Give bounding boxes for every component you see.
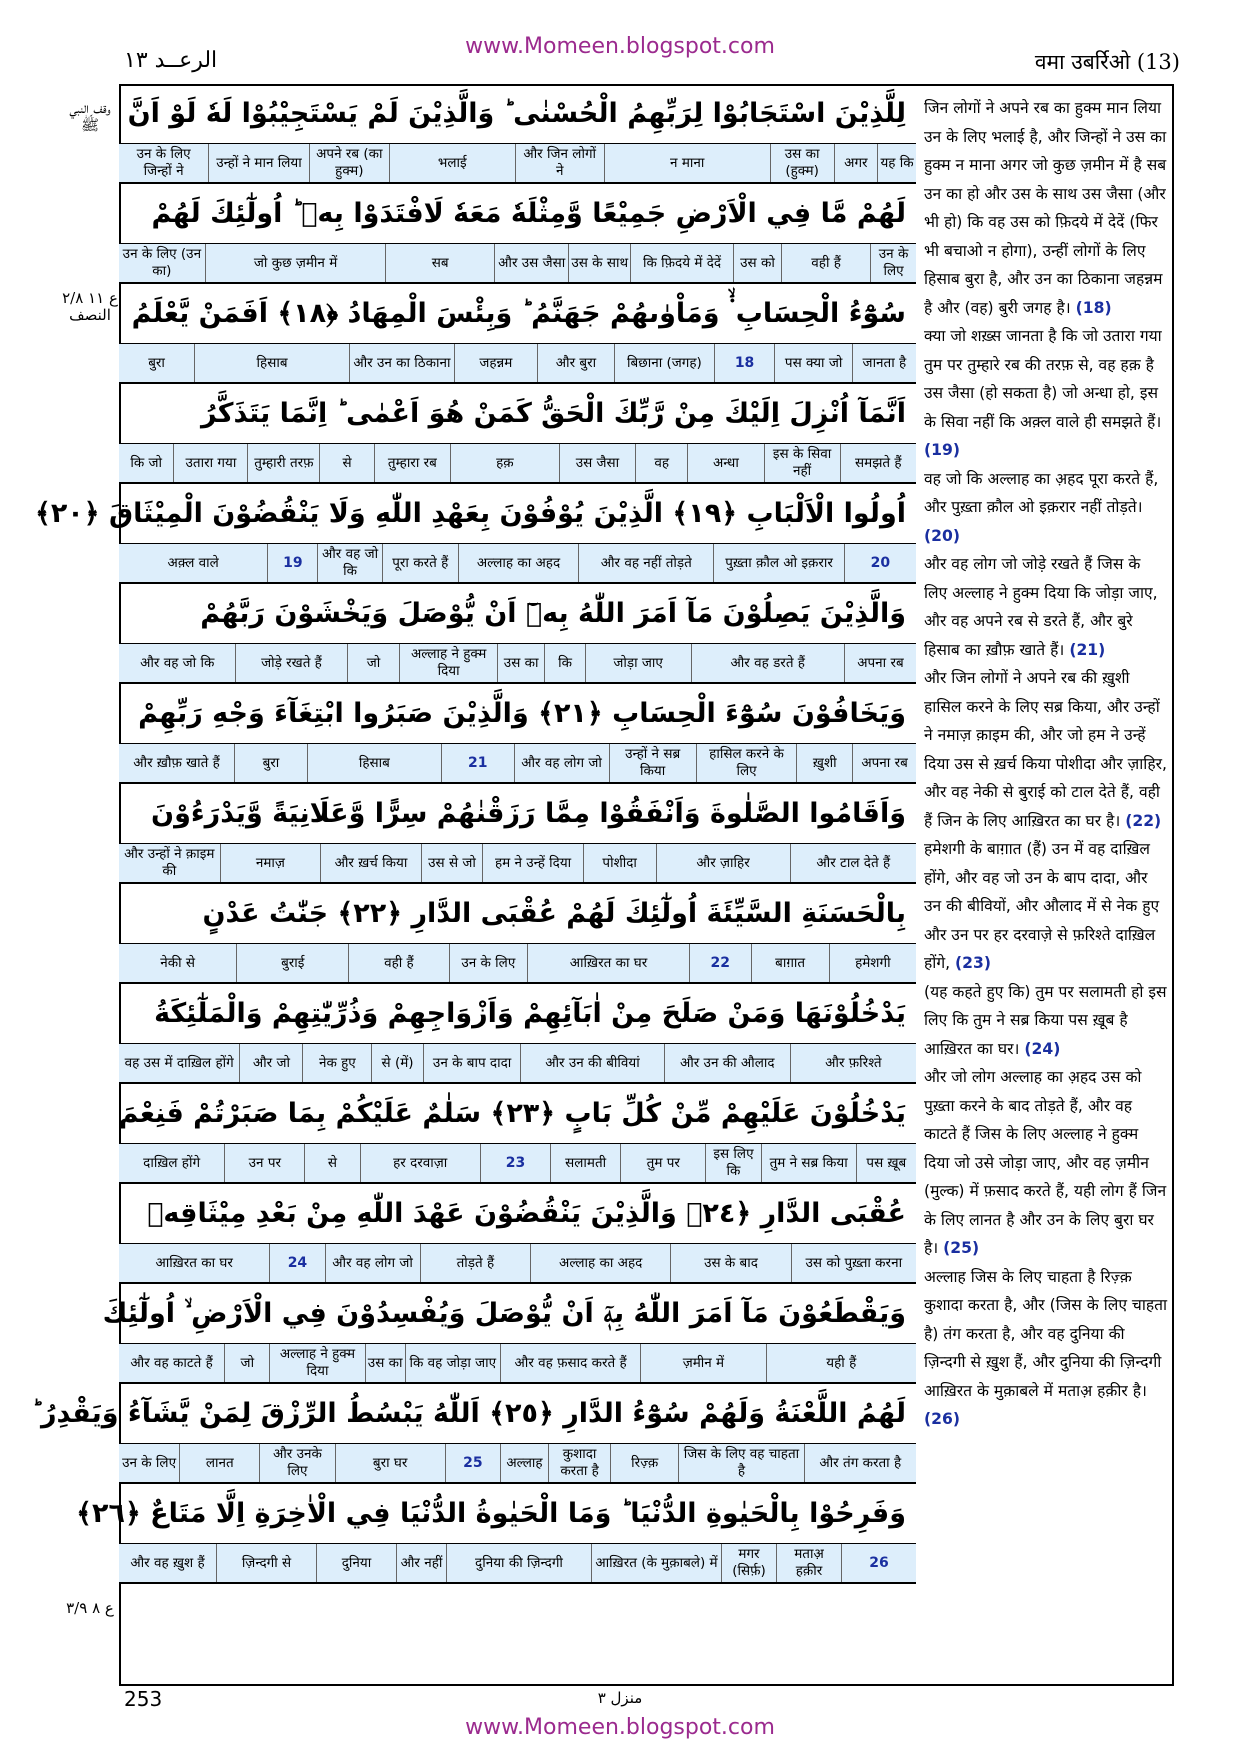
word-meaning-cell: जोड़ा जाए (585, 644, 691, 682)
word-meaning-cell: उन के लिए (उन का) (122, 246, 202, 279)
arabic-verse-line: يَدْخُلُوْنَهَا وَمَنْ صَلَحَ مِنْ اٰبَآئِهِمْ وَاَزْوَاجِهِمْ وَذُرِّيّٰتِهِمْ وَالْمَلٰٓئِكَةُ (119, 984, 916, 1044)
word-meaning-cell: कि जो (130, 454, 163, 471)
word-meaning-cell: उन्हों ने सब्र किया (609, 744, 696, 782)
word-meaning-cell: नेकी से (160, 954, 196, 971)
section-title-hindi: वमा उबर्रिओ (13) (1034, 50, 1180, 74)
word-meaning-cell: रिज़्क़ (610, 1444, 678, 1482)
word-meaning-cell: उस से जो (421, 844, 482, 882)
word-meaning-cell: पस क्या जो (774, 344, 851, 382)
verse-number-cell: 21 (441, 744, 514, 782)
verse-number-cell: 24 (269, 1244, 324, 1282)
word-meaning-cell: बिछाना (जगह) (614, 344, 713, 382)
word-meaning-row (119, 1244, 916, 1284)
word-meaning-cell: दाख़िल होंगे (143, 1154, 201, 1171)
word-meaning-cell: मगर (सिर्फ़) (721, 1544, 776, 1582)
word-meaning-row (119, 1344, 916, 1384)
word-meaning-cell: कि (544, 644, 584, 682)
word-meaning-cell: उन पर (224, 1144, 304, 1182)
word-meaning-cell: और उन्हों ने क़ाइम की (124, 846, 215, 879)
word-meaning-cell: अपने रब (का हुक्म) (309, 144, 389, 182)
word-meaning-cell: अक़्ल वाले (167, 554, 219, 571)
word-meaning-cell: और वह लोग जो (325, 1244, 420, 1282)
word-meaning-cell: यह कि (877, 144, 916, 182)
word-meaning-cell: उस का (हुक्म) (770, 144, 834, 182)
word-meaning-cell: और वह फ़साद करते हैं (500, 1344, 640, 1382)
word-meaning-cell: उस के बाद (670, 1244, 790, 1282)
word-meaning-cell: जो (347, 644, 400, 682)
word-meaning-cell: और जो (239, 1044, 302, 1082)
arabic-verse-line: وَيَقْطَعُوْنَ مَآ اَمَرَ اللّٰهُ بِهٖٓ اَنْ يُّوْصَلَ وَيُفْسِدُوْنَ فِي الْاَرْضِ ۙ اُولٰٓئِكَ (119, 1284, 916, 1344)
arabic-verse-line: لِلَّذِيْنَ اسْتَجَابُوْا لِرَبِّهِمُ الْحُسْنٰى ؕ وَالَّذِيْنَ لَمْ يَسْتَجِيْبُوْا لَهٗ لَوْ اَنَّ (119, 84, 916, 144)
word-meaning-cell: और वह जो कि (317, 544, 381, 582)
verse-number: (21) (1069, 640, 1106, 659)
word-meaning-cell: बुराई (236, 944, 348, 982)
word-meaning-row (119, 344, 916, 384)
arabic-verse-line: اُولُوا الْاَلْبَابِ ﴿١٩﴾ الَّذِيْنَ يُوْفُوْنَ بِعَهْدِ اللّٰهِ وَلَا يَنْقُضُوْنَ الْمِيْثَاقَ ﴿٢٠﴾ (119, 484, 916, 544)
word-meaning-row (119, 544, 916, 584)
translation-text: अल्लाह जिस के लिए चाहता है रिज़्क़ कुशादा करता है, और (जिस के लिए चाहता है) तंग करता है, और वह दुनिया की ज़िन्दगी से ख़ुश हैं, और दुनिया की ज़िन्दगी आख़िरत के मुक़ाबले में मताअ़ हक़ीर है। (924, 1267, 1168, 1400)
word-meaning-cell: और वह डरते हैं (691, 644, 844, 682)
arabic-verse-line: بِالْحَسَنَةِ السَّيِّئَةَ اُولٰٓئِكَ لَهُمْ عُقْبَى الدَّارِ ﴿٢٢﴾ جَنّٰتُ عَدْنٍ (119, 884, 916, 944)
word-meaning-cell: समझते हैं (840, 444, 916, 482)
word-meaning-cell: लानत (179, 1444, 259, 1482)
word-meaning-cell: पस ख़ूब (856, 1144, 916, 1182)
word-meaning-cell: अगर (834, 144, 877, 182)
word-meaning-cell: नेक हुए (302, 1044, 371, 1082)
arabic-verse-line: يَدْخُلُوْنَ عَلَيْهِمْ مِّنْ كُلِّ بَابٍ ﴿٢٣﴾ سَلٰمٌ عَلَيْكُمْ بِمَا صَبَرْتُمْ فَنِعْمَ (119, 1084, 916, 1144)
footer-url: www.Momeen.blogspot.com (465, 1715, 775, 1740)
word-meaning-cell: पोशीदा (583, 844, 656, 882)
word-meaning-cell: उस को (733, 244, 781, 282)
word-meaning-cell: और ख़ौफ़ खाते हैं (133, 754, 220, 771)
word-meaning-cell: हमेशगी (829, 944, 916, 982)
verse-number-cell: 23 (480, 1144, 550, 1182)
word-meaning-cell: पूरा करते हैं (382, 544, 458, 582)
word-meaning-row (119, 1144, 916, 1184)
verse-number-cell: 22 (689, 944, 750, 982)
word-meaning-cell: कुशादा करता है (548, 1444, 610, 1482)
word-meaning-cell: बुरा (148, 354, 165, 371)
word-meaning-cell: आख़िरत का घर (527, 944, 689, 982)
word-meaning-cell: न माना (604, 144, 770, 182)
word-meaning-cell: और ख़र्च किया (320, 844, 421, 882)
arabic-verse-line: لَهُمْ مَّا فِي الْاَرْضِ جَمِيْعًا وَّمِثْلَهٗ مَعَهٗ لَافْتَدَوْا بِهٖ ؕ اُولٰٓئِكَ لَهُمْ (119, 184, 916, 244)
side-note-waqf: وقف النبي ﷺ (69, 99, 111, 134)
translation-text: जिन लोगों ने अपने रब का हुक्म मान लिया उन के लिए भलाई है, और जिन्हों ने उस का हुक्म न माना अगर जो कुछ ज़मीन में है सब उन का हो और उस के साथ उस जैसा (और भी हो) कि वह उस को फ़िदये में देदें (फिर भी बचाओ न होगा), उन्हीं लोगों के लिए हिसाब बुरा है, और उन का ठिकाना जहन्नम है और (वह) बुरी जगह है। (924, 99, 1167, 317)
word-meaning-cell: और ज़ाहिर (656, 844, 790, 882)
word-meaning-cell: हर दरवाज़ा (360, 1144, 480, 1182)
word-meaning-cell: उस के साथ (568, 244, 630, 282)
word-meaning-cell: हिसाब (307, 744, 441, 782)
word-meaning-cell: जोड़े रखते हैं (235, 644, 346, 682)
word-meaning-cell: अल्लाह ने हुक्म दिया (399, 644, 496, 682)
word-meaning-cell: उस जैसा (559, 444, 635, 482)
word-meaning-row (119, 1544, 916, 1584)
word-meaning-cell: और वह जो कि (140, 654, 215, 671)
word-meaning-cell: और वह लोग जो (514, 744, 609, 782)
word-meaning-cell: उन के लिए (122, 1454, 177, 1471)
word-meaning-cell: और उन की बीवियां (520, 1044, 663, 1082)
verse-number: (25) (943, 1239, 980, 1257)
word-meaning-cell: बुरा घर (335, 1444, 445, 1482)
word-meaning-cell: जहन्नम (454, 344, 537, 382)
word-meaning-cell: से (319, 444, 373, 482)
word-meaning-cell: वही हैं (781, 244, 870, 282)
word-meaning-cell: उस का (365, 1344, 405, 1382)
word-meaning-cell: हिसाब (194, 344, 349, 382)
verse-number: (20) (924, 526, 960, 545)
arabic-verse-line: وَيَخَافُوْنَ سُوْٓءَ الْحِسَابِ ﴿٢١﴾ وَالَّذِيْنَ صَبَرُوا ابْتِغَآءَ وَجْهِ رَبِّهِمْ (119, 684, 916, 744)
word-meaning-cell: हक़ (450, 444, 559, 482)
arabic-verse-line: وَاَقَامُوا الصَّلٰوةَ وَاَنْفَقُوْا مِمَّا رَزَقْنٰهُمْ سِرًّا وَّعَلَانِيَةً وَّيَدْرَءُوْنَ (119, 784, 916, 844)
word-meaning-cell: तुम पर (620, 1144, 705, 1182)
word-meaning-cell: उस का (497, 644, 545, 682)
word-meaning-cell: और वह नहीं तोड़ते (578, 544, 713, 582)
word-meaning-cell: और वह काटते हैं (130, 1354, 213, 1371)
word-meaning-cell: इस के सिवा नहीं (764, 444, 840, 482)
translation-text: और जो लोग अल्लाह का अ़हद उस को पुख़्ता करने के बाद तोड़ते हैं, और वह काटते हैं जिस के लिए अल्लाह ने हुक्म दिया जो उसे जोड़ा जाए, और वह ज़मीन (मुल्क) में फ़साद करते हैं, यही लोग हैं जिन के लिए लानत है और उन के लिए बुरा घर है। (924, 1068, 1167, 1257)
word-meaning-cell: दुनिया (316, 1544, 396, 1582)
word-meaning-cell: आख़िरत का घर (155, 1254, 233, 1271)
word-meaning-row (119, 1444, 916, 1484)
word-meaning-row (119, 1044, 916, 1084)
word-meaning-row (119, 644, 916, 684)
word-meaning-cell: तुम ने सब्र किया (761, 1144, 856, 1182)
verse-number-cell: 19 (267, 544, 317, 582)
translation-text: और जिन लोगों ने अपने रब की ख़ुशी हासिल करने के लिए सब्र किया, और उन्हों ने नमाज़ क़ाइम की, और जो हम ने उन्हें दिया उस से ख़र्च किया पोशीदा और ज़ाहिर, और वह नेकी से बुराई को टाल देते हैं, वही हैं जिन के लिए आख़िरत का घर है। (924, 669, 1167, 830)
word-meaning-cell: वह उस में दाख़िल होंगे (124, 1054, 234, 1071)
word-meaning-cell: भलाई (389, 144, 515, 182)
word-meaning-row (119, 244, 916, 284)
word-meaning-cell: उतारा गया (173, 444, 247, 482)
word-meaning-cell: वही हैं (348, 944, 449, 982)
word-meaning-cell: अल्लाह (500, 1444, 548, 1482)
word-meaning-row (119, 744, 916, 784)
verse-number: (22) (1125, 811, 1162, 830)
verse-number-cell: 26 (841, 1544, 916, 1582)
translation-text: हमेशगी के बाग़ात (हैं) उन में वह दाख़िल होंगे, और वह जो उन के बाप दादा, और उन की बीवियों, और औलाद में से नेक हुए और उन पर हर दरवाज़े से फ़रिश्ते दाख़िल होंगे, (924, 840, 1160, 972)
word-meaning-cell: और नहीं (396, 1544, 446, 1582)
word-meaning-cell: जो (224, 1344, 269, 1382)
word-meaning-cell: मताअ़ हक़ीर (776, 1544, 841, 1582)
word-meaning-cell: वह (635, 444, 687, 482)
side-note-ruku-1: ع ١١ ٢/٨ النصف (62, 289, 118, 324)
word-meaning-cell: हम ने उन्हें दिया (482, 844, 583, 882)
word-meaning-cell: कि वह जोड़ा जाए (405, 1344, 500, 1382)
page-number: 253 (124, 1687, 163, 1711)
word-meaning-cell: ज़िन्दगी से (216, 1544, 316, 1582)
word-meaning-cell: ख़ुशी (796, 744, 852, 782)
word-meaning-row (119, 944, 916, 984)
word-meaning-cell: और फ़रिश्ते (790, 1044, 916, 1082)
arabic-verse-line: لَهُمُ اللَّعْنَةُ وَلَهُمْ سُوْٓءُ الدَّارِ ﴿٢٥﴾ اَللّٰهُ يَبْسُطُ الرِّزْقَ لِمَنْ يَّشَآءُ وَيَقْدِرُ ؕ (119, 1384, 916, 1444)
translation-text: और वह लोग जो जोड़े रखते हैं जिस के लिए अल्लाह ने हुक्म दिया कि जोड़ा जाए, और वह अपने रब से डरते हैं, और बुरे हिसाब का ख़ौफ़ खाते हैं। (924, 555, 1158, 659)
word-meaning-cell: उन के लिए जिन्हों ने (136, 146, 191, 179)
word-meaning-cell: इस लिए कि (705, 1144, 760, 1182)
word-meaning-cell: से (304, 1144, 359, 1182)
word-meaning-row (119, 444, 916, 484)
word-meaning-cell: और उस जैसा (494, 244, 568, 282)
arabic-verse-line: وَفَرِحُوْا بِالْحَيٰوةِ الدُّنْيَا ؕ وَمَا الْحَيٰوةُ الدُّنْيَا فِي الْاٰخِرَةِ اِلَّا مَتَاعٌ ﴿٢٦﴾ (119, 1484, 916, 1544)
word-meaning-cell: अल्लाह का अहद (458, 544, 578, 582)
word-meaning-row (119, 144, 916, 184)
word-meaning-cell: तोड़ते हैं (420, 1244, 530, 1282)
arabic-verse-line: سُوْٓءُ الْحِسَابِ ۬ۙ وَمَاْوٰىهُمْ جَهَنَّمُ ؕ وَبِئْسَ الْمِهَادُ ﴿١٨﴾ اَفَمَنْ يَّعْلَمُ (119, 284, 916, 344)
word-meaning-cell: जो कुछ ज़मीन में (205, 244, 386, 282)
word-meaning-cell: पुख़्ता क़ौल ओ इक़रार (713, 544, 843, 582)
verse-number: (19) (924, 441, 960, 459)
word-meaning-cell: उन के बाप दादा (423, 1044, 520, 1082)
word-meaning-cell: यही हैं (766, 1344, 916, 1382)
arabic-verse-line: عُقْبَى الدَّارِ ﴿٢٤﴾ وَالَّذِيْنَ يَنْقُضُوْنَ عَهْدَ اللّٰهِ مِنْ بَعْدِ مِيْثَاقِهٖ (119, 1184, 916, 1244)
side-note-ruku-2: ع ٨ ٣/٩ (66, 1599, 114, 1617)
word-meaning-cell: दुनिया की ज़िन्दगी (446, 1544, 591, 1582)
surah-title-arabic: الرعــد ١٣ (124, 48, 218, 73)
verse-number: (18) (1075, 298, 1112, 317)
word-meaning-cell: उन के लिए (870, 244, 916, 282)
word-meaning-cell: जानता है (852, 344, 916, 382)
verse-number-cell: 25 (445, 1444, 500, 1482)
word-meaning-cell: और उन का ठिकाना (349, 344, 454, 382)
word-meaning-cell: और जिन लोगों ने (515, 144, 604, 182)
word-meaning-cell: अल्लाह का अहद (530, 1244, 670, 1282)
word-meaning-cell: और उन की औलाद (664, 1044, 790, 1082)
word-meaning-cell: और टाल देते हैं (790, 844, 916, 882)
verse-number: (24) (1024, 1039, 1061, 1058)
word-meaning-cell: कि फ़िदये में देदें (630, 244, 733, 282)
word-meaning-cell: अल्लाह ने हुक्म दिया (269, 1344, 364, 1382)
word-meaning-row (119, 844, 916, 884)
arabic-verse-line: اَنَّمَآ اُنْزِلَ اِلَيْكَ مِنْ رَّبِّكَ الْحَقُّ كَمَنْ هُوَ اَعْمٰى ؕ اِنَّمَا يَتَذَكَّرُ (119, 384, 916, 444)
word-meaning-cell: उन्हों ने मान लिया (208, 144, 309, 182)
word-meaning-cell: हासिल करने के लिए (696, 744, 797, 782)
word-meaning-cell: बाग़ात (751, 944, 829, 982)
translation-text: क्या जो शख़्स जानता है कि जो उतारा गया तुम पर तुम्हारे रब की तरफ़ से, वह हक़ है उस जैसा (हो सकता है) जो अन्धा हो, इस के सिवा नहीं कि अक़्ल वाले ही समझते हैं। (924, 327, 1162, 431)
word-meaning-cell: ज़मीन में (640, 1344, 765, 1382)
word-meaning-cell: उन के लिए (449, 944, 527, 982)
word-meaning-cell: अपना रब (844, 644, 916, 682)
word-meaning-cell: तुम्हारी तरफ़ (247, 444, 319, 482)
word-meaning-cell: से (में) (371, 1044, 423, 1082)
verse-number-cell: 20 (844, 544, 916, 582)
arabic-verse-line: وَالَّذِيْنَ يَصِلُوْنَ مَآ اَمَرَ اللّٰهُ بِهٖٓ اَنْ يُّوْصَلَ وَيَخْشَوْنَ رَبَّهُمْ (119, 584, 916, 644)
word-meaning-cell: सब (385, 244, 494, 282)
word-meaning-cell: और तंग करता है (804, 1444, 916, 1482)
translation-text: वह जो कि अल्लाह का अ़हद पूरा करते हैं, और पुख़्ता क़ौल ओ इक़रार नहीं तोड़ते। (924, 469, 1159, 516)
word-meaning-cell: और बुरा (537, 344, 614, 382)
word-meaning-cell: सलामती (550, 1144, 620, 1182)
word-meaning-cell: आख़िरत (के मुक़ाबले) में (591, 1544, 721, 1582)
translation-column (924, 94, 1168, 1434)
word-meaning-cell: अन्धा (687, 444, 763, 482)
word-meaning-cell: तुम्हारा रब (374, 444, 450, 482)
word-meaning-cell: और वह ख़ुश हैं (130, 1554, 205, 1571)
word-meaning-cell: नमाज़ (220, 844, 321, 882)
manzil-label: منزل ٣ (597, 1689, 643, 1707)
word-meaning-cell: बुरा (234, 744, 307, 782)
word-meaning-cell: अपना रब (852, 744, 916, 782)
verse-number: (23) (955, 954, 991, 972)
verse-number-cell: 18 (714, 344, 775, 382)
translation-text: (यह कहते हुए कि) तुम पर सलामती हो इस लिए कि तुम ने सब्र किया पस ख़ूब है आख़िरत का घर। (924, 982, 1167, 1058)
word-meaning-cell: उस को पुख़्ता करना (791, 1244, 916, 1282)
header-url: www.Momeen.blogspot.com (465, 34, 775, 59)
verse-number: (26) (924, 1410, 960, 1428)
word-meaning-cell: जिस के लिए वह चाहता है (678, 1444, 803, 1482)
word-meaning-cell: और उनके लिए (259, 1444, 334, 1482)
